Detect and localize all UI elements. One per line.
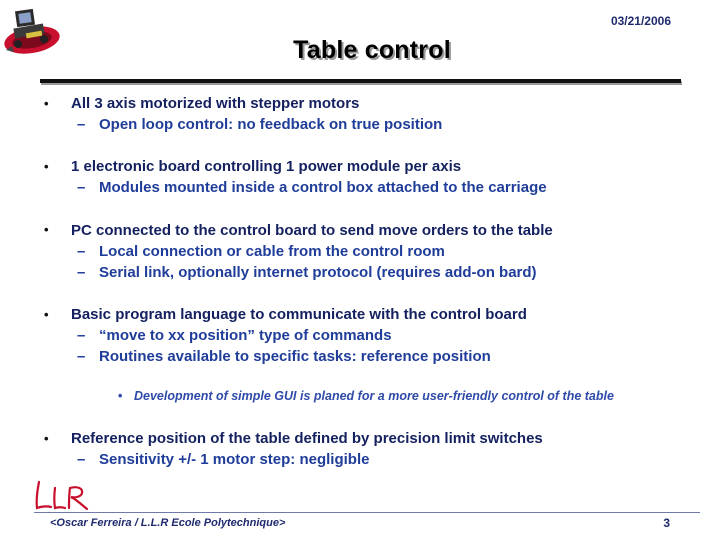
page-number: 3 [663,516,670,530]
slide-date: 03/21/2006 [610,14,671,28]
bullet-text: Reference position of the table defined by precision limit switches [71,430,543,447]
bullet-marker: • [44,159,49,174]
sub-bullet-text: Serial link, optionally internet protocol (requires add-on bard) [99,264,537,281]
sub-sub-bullet-text: Development of simple GUI is planed for a more user-friendly control of the table [134,389,614,403]
sub-bullet: – Modules mounted inside a control box attached to the carriage [77,179,547,196]
bullet-marker: • [44,307,49,322]
sub-bullet-text: Local connection or cable from the control room [99,243,445,260]
sub-bullet-text: Open loop control: no feedback on true position [99,116,443,133]
bullet-marker: • [44,431,49,446]
slide-title: Table control [293,36,451,64]
sub-bullet: – Local connection or cable from the control room [77,243,445,260]
bullet-text: 1 electronic board controlling 1 power module per axis [71,158,462,175]
sub-bullet-text: Sensitivity +/- 1 motor step: negligible [99,451,370,468]
bullet-text: All 3 axis motorized with stepper motors [71,95,360,112]
footer-divider [34,512,700,513]
footer-author: <Oscar Ferreira / L.L.R Ecole Polytechnique> [50,517,286,529]
bullet-marker: • [44,96,49,111]
bullet-marker: • [44,222,49,237]
sub-bullet: – “move to xx position” type of commands [77,327,392,344]
sub-bullet-text: “move to xx position” type of commands [99,327,392,344]
title-divider [40,79,681,83]
sub-bullet-text: Modules mounted inside a control box attached to the carriage [99,179,547,196]
sub-bullet: – Serial link, optionally internet protocol (requires add-on bard) [77,264,537,281]
sub-bullet-text: Routines available to specific tasks: reference position [99,348,491,365]
sub-bullet: – Open loop control: no feedback on true position [77,116,443,133]
sub-bullet: – Routines available to specific tasks: reference position [77,348,491,365]
bullet-text: Basic program language to communicate with the control board [71,306,527,323]
sub-sub-bullet: • Development of simple GUI is planed for a more user-friendly control of the table [118,389,614,403]
bullet-text: PC connected to the control board to send move orders to the table [71,222,553,239]
llr-logo-icon [33,478,91,514]
sub-bullet: – Sensitivity +/- 1 motor step: negligible [77,451,370,468]
